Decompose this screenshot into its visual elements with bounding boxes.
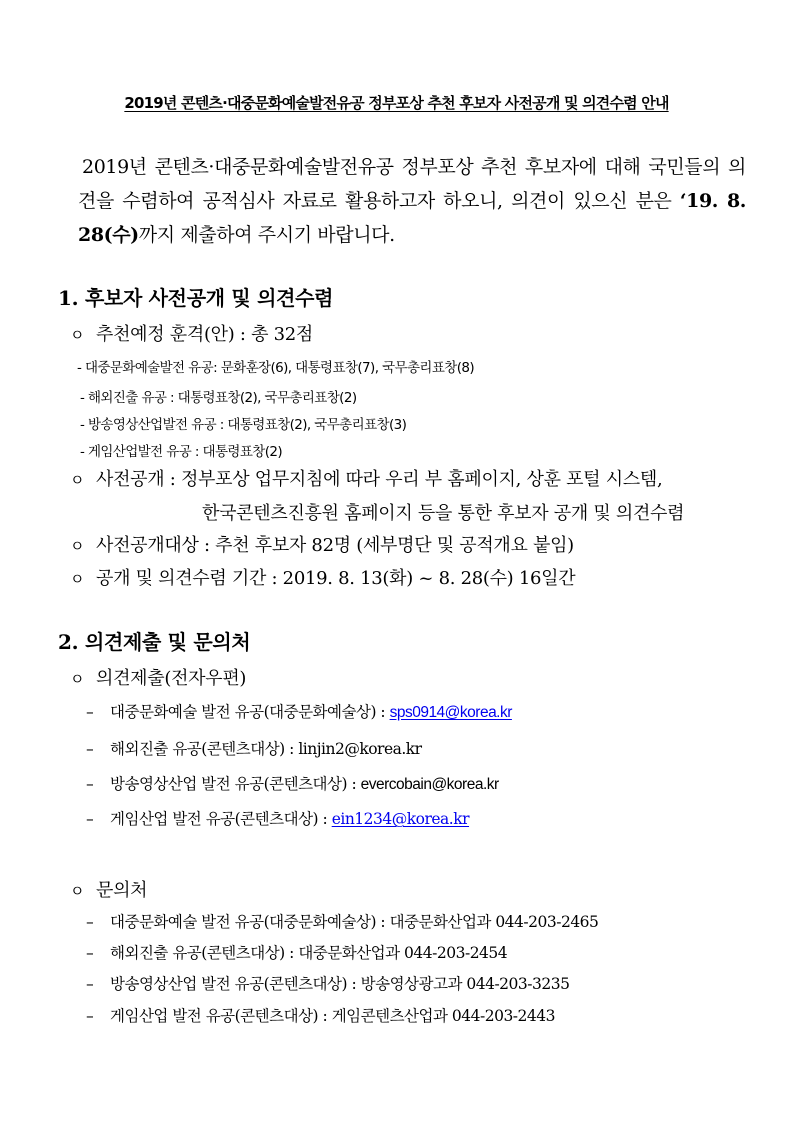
contact-item-label: 대중문화예술 발전 유공(대중문화예술상) :	[110, 913, 390, 931]
contact-item-value: 대중문화산업과 044-203-2465	[389, 913, 599, 931]
submit-item	[86, 772, 499, 794]
section1-heading: 1. 후보자 사전공개 및 의견수렴	[58, 286, 334, 310]
contact-item-label: 게임산업 발전 유공(콘텐츠대상) :	[110, 1007, 332, 1025]
intro-paragraph	[78, 150, 746, 252]
submit-item	[86, 807, 469, 829]
bullet-icon: ㅇ	[70, 882, 85, 900]
contact-item	[86, 1004, 555, 1026]
submit-item-label: 게임산업 발전 유공(콘텐츠대상) :	[110, 810, 332, 828]
contact-item-label: 해외진출 유공(콘텐츠대상) :	[110, 944, 299, 962]
submit-item	[86, 737, 422, 759]
bullet-icon: ㅇ	[70, 570, 85, 588]
disclosure-text: 사전공개 : 정부포상 업무지침에 따라 우리 부 홈페이지, 상훈 포털 시스템,	[96, 469, 663, 490]
dash-icon: –	[86, 740, 94, 758]
planned-awards-line	[70, 320, 313, 346]
submit-title: 의견제출(전자우편)	[96, 668, 247, 689]
contact-item	[86, 972, 569, 994]
contact-item	[86, 910, 598, 932]
dash-icon: –	[86, 810, 94, 828]
dash-icon: –	[86, 975, 94, 993]
disclosure-targets-line	[70, 531, 574, 557]
submit-item-label: 해외진출 유공(콘텐츠대상) :	[110, 740, 299, 758]
email-text: linjin2@korea.kr	[298, 740, 422, 758]
document-title: 2019년 콘텐츠·대중문화예술발전유공 정부포상 추천 후보자 사전공개 및 의견수렴 안내	[124, 94, 669, 112]
intro-text-end: 까지 제출하여 주시기 바랍니다.	[138, 224, 395, 246]
disclosure-line	[70, 465, 662, 491]
contact-item	[86, 941, 507, 963]
period-text: 공개 및 의견수렴 기간 : 2019. 8. 13(화) ~ 8. 28(수) 16일간	[96, 568, 576, 589]
submit-item	[86, 700, 512, 722]
planned-item: - 방송영상산업발전 유공 : 대통령표창(2), 국무총리표창(3)	[80, 417, 407, 433]
intro-text: 2019년 콘텐츠·대중문화예술발전유공 정부포상 추천 후보자에 대해 국민들의 의견을 수렴하여 공적심사 자료로 활용하고자 하오니, 의견이 있으신 분은	[78, 156, 746, 212]
email-text: evercobain@korea.kr	[360, 776, 499, 793]
dash-icon: –	[86, 944, 94, 962]
disclosure-continuation: 한국콘텐츠진흥원 홈페이지 등을 통한 후보자 공개 및 의견수렴	[202, 503, 685, 524]
deadline-date: ‘19. 8. 28(수)	[78, 190, 746, 246]
planned-awards-text: 추천예정 훈격(안) : 총 32점	[96, 324, 313, 345]
disclosure-targets-text: 사전공개대상 : 추천 후보자 82명 (세부명단 및 공적개요 붙임)	[96, 535, 574, 556]
dash-icon: –	[86, 1007, 94, 1025]
planned-item: - 게임산업발전 유공 : 대통령표창(2)	[80, 444, 283, 460]
contact-item-value: 대중문화산업과 044-203-2454	[298, 944, 508, 962]
submit-item-label: 방송영상산업 발전 유공(콘텐츠대상) :	[110, 775, 361, 793]
dash-icon: –	[86, 775, 94, 793]
submit-title-line	[70, 664, 246, 690]
dash-icon: –	[86, 913, 94, 931]
email-link[interactable]: sps0914@korea.kr	[389, 704, 512, 721]
contact-item-label: 방송영상산업 발전 유공(콘텐츠대상) :	[110, 975, 361, 993]
period-line	[70, 564, 575, 590]
contact-title: 문의처	[96, 880, 148, 901]
bullet-icon: ㅇ	[70, 670, 85, 688]
contact-item-value: 게임콘텐츠산업과 044-203-2443	[331, 1007, 555, 1025]
submit-item-label: 대중문화예술 발전 유공(대중문화예술상) :	[110, 703, 390, 721]
dash-icon: –	[86, 703, 94, 721]
contact-title-line	[70, 876, 147, 902]
email-link[interactable]: ein1234@korea.kr	[331, 810, 470, 828]
bullet-icon: ㅇ	[70, 537, 85, 555]
contact-item-value: 방송영상광고과 044-203-3235	[360, 975, 570, 993]
section2-heading: 2. 의견제출 및 문의처	[58, 630, 251, 654]
planned-item: - 대중문화예술발전 유공: 문화훈장(6), 대통령표창(7), 국무총리표창(8)	[77, 360, 475, 376]
bullet-icon: ㅇ	[70, 326, 85, 344]
bullet-icon: ㅇ	[70, 471, 85, 489]
planned-item: - 해외진출 유공 : 대통령표창(2), 국무총리표창(2)	[80, 390, 357, 406]
